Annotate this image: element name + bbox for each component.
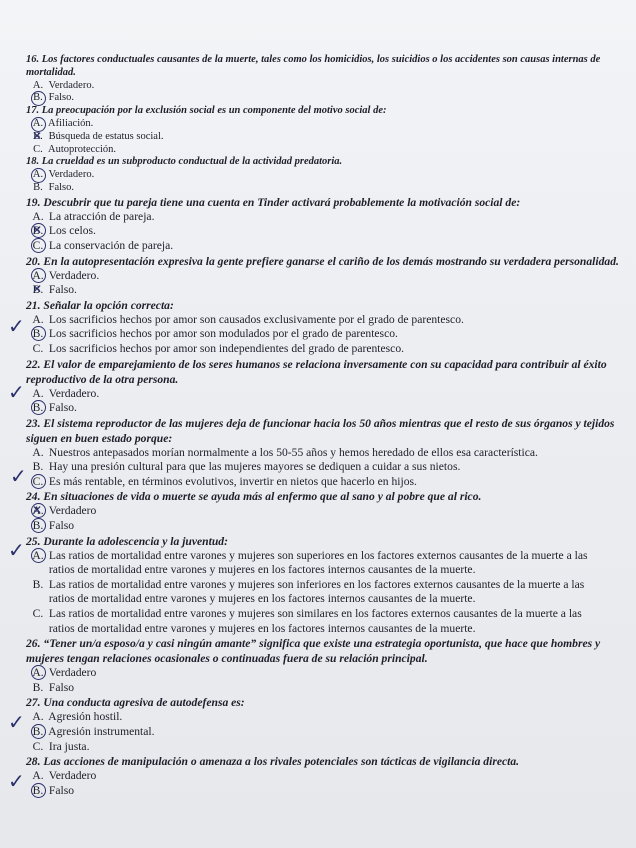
option-selected: A. Afiliación. <box>30 118 622 131</box>
option-crossed: ✕ A. Verdadero <box>30 504 622 519</box>
question-text: 28. Las acciones de manipulación o amenaza a los rivales potenciales son tácticas de vigilancia directa. <box>26 755 520 769</box>
option: B. Falso <box>32 680 75 694</box>
option: B. Hay una presión cultural para que las mujeres mayores se dediquen a cuidar a sus nietos. <box>32 460 461 474</box>
option-selected: A. Verdadero. <box>30 269 622 284</box>
option-crossed: ✕ B. Los celos. <box>30 224 622 239</box>
option: ✓ A. Verdadero. <box>8 379 100 404</box>
option-crossed: ✕ B. Falso. <box>30 283 622 298</box>
question-sheet <box>8 54 622 798</box>
option: A. Verdadero <box>32 769 97 783</box>
option-selected: B. Falso. <box>30 401 622 416</box>
check-mark-icon: ✓ <box>8 314 25 339</box>
option: A. Verdadero. <box>32 79 95 91</box>
option: A. Los sacrificios hechos por amor son causados exclusivamente por el grado de parentesco. <box>32 312 464 326</box>
question-text: 25. Durante la adolescencia y la juventud: <box>26 534 228 548</box>
check-mark-icon: ✓ <box>10 463 27 488</box>
question-text: 18. La crueldad es un subproducto conductual de la actividad predatoria. <box>26 156 343 168</box>
question-28 <box>8 754 622 798</box>
option-selected: B. Falso. <box>30 92 622 105</box>
option-selected: C. La conservación de pareja. <box>30 239 622 254</box>
question-25 <box>8 534 622 637</box>
question-16 <box>26 54 622 105</box>
option-selected: A. Verdadero. <box>30 169 622 182</box>
check-mark-icon: ✓ <box>8 768 25 793</box>
question-22 <box>8 357 622 416</box>
option-selected: ✓ A. Las ratios de mortalidad entre varones y mujeres son superiores en los factores externos causantes de la muerte a las ratios de mortalidad entre varones y mujeres en los factores internos causantes de la muerte. <box>8 537 588 577</box>
option: C. Autoprotección. <box>33 143 116 155</box>
option-selected: ✓ B. Los sacrificios hechos por amor son modulados por el grado de parentesco. <box>8 314 398 341</box>
question-27 <box>8 695 622 754</box>
question-26 <box>26 636 622 695</box>
question-23 <box>10 416 622 490</box>
question-20 <box>26 254 622 298</box>
check-mark-icon: ✓ <box>8 710 25 735</box>
check-mark-icon: ✓ <box>8 379 25 404</box>
option: A. Nuestros antepasados morían normalmente a los 50-55 años y hemos heredado de ellos esa característica. <box>32 445 538 459</box>
question-19 <box>26 195 622 254</box>
question-text: 19. Descubrir que tu pareja tiene una cuenta en Tinder activará probablemente la motivación social de: <box>26 195 521 209</box>
question-18 <box>26 156 622 194</box>
check-mark-icon: ✓ <box>8 537 25 562</box>
question-text: 21. Señalar la opción correcta: <box>26 298 174 312</box>
option: A. Agresión hostil. <box>32 710 123 724</box>
question-text: 23. El sistema reproductor de las mujeres deja de funcionar hacia los 50 años mientras que el resto de sus órganos y tejidos siguen en buen estado porque: <box>26 416 615 445</box>
option-selected: ✓ B. Agresión instrumental. <box>8 710 155 739</box>
question-text: 27. Una conducta agresiva de autodefensa es: <box>26 696 245 710</box>
option: C. Las ratios de mortalidad entre varones y mujeres son similares en los factores externos causantes de la muerte a las ratios de mortalidad entre varones y mujeres en los factores internos causantes de la muerte. <box>32 607 582 635</box>
question-21 <box>8 298 622 357</box>
option: A. La atracción de pareja. <box>32 209 155 223</box>
option-selected: ✓ C. Es más rentable, en términos evolutivos, invertir en nietos que hacerlo en hijos. <box>10 463 417 488</box>
option: C. Ira justa. <box>32 739 90 753</box>
option: C. Los sacrificios hechos por amor son independientes del grado de parentesco. <box>32 341 405 355</box>
question-text: 16. Los factores conductuales causantes de la muerte, tales como los homicidios, los suicidios o los accidentes son causas internas de mortalidad. <box>26 54 601 78</box>
option-crossed: ✕ B. Búsqueda de estatus social. <box>30 131 622 144</box>
option-selected: B. Falso <box>30 519 622 534</box>
question-text: 17. La preocupación por la exclusión social es un componente del motivo social de: <box>26 105 387 117</box>
question-17 <box>26 105 622 156</box>
question-24 <box>26 489 622 533</box>
question-text: 22. El valor de emparejamiento de los seres humanos se relaciona inversamente con su capacidad para contribuir al éxito reproductivo de la otra persona. <box>26 357 607 386</box>
option-selected: A. Verdadero <box>30 666 622 681</box>
option: B. Falso. <box>33 181 75 193</box>
question-text: 20. En la autopresentación expresiva la gente prefiere ganarse el cariño de los demás mostrando su verdadera personalidad. <box>26 254 619 268</box>
question-text: 26. “Tener un/a esposo/a y casi ningún amante” significa que existe una estrategia oportunista, que hace que hombres y mujeres tengan relaciones ocasionales o continuadas fuera de su relación principal. <box>26 637 601 666</box>
option-selected: ✓ B. Falso <box>8 768 75 797</box>
option: B. Las ratios de mortalidad entre varones y mujeres son inferiores en los factores externos causantes de la muerte a las ratios de mortalidad entre varones y mujeres en los factores internos causantes de la muerte. <box>32 577 585 606</box>
question-text: 24. En situaciones de vida o muerte se ayuda más al enfermo que al sano y al pobre que al rico. <box>26 490 482 504</box>
